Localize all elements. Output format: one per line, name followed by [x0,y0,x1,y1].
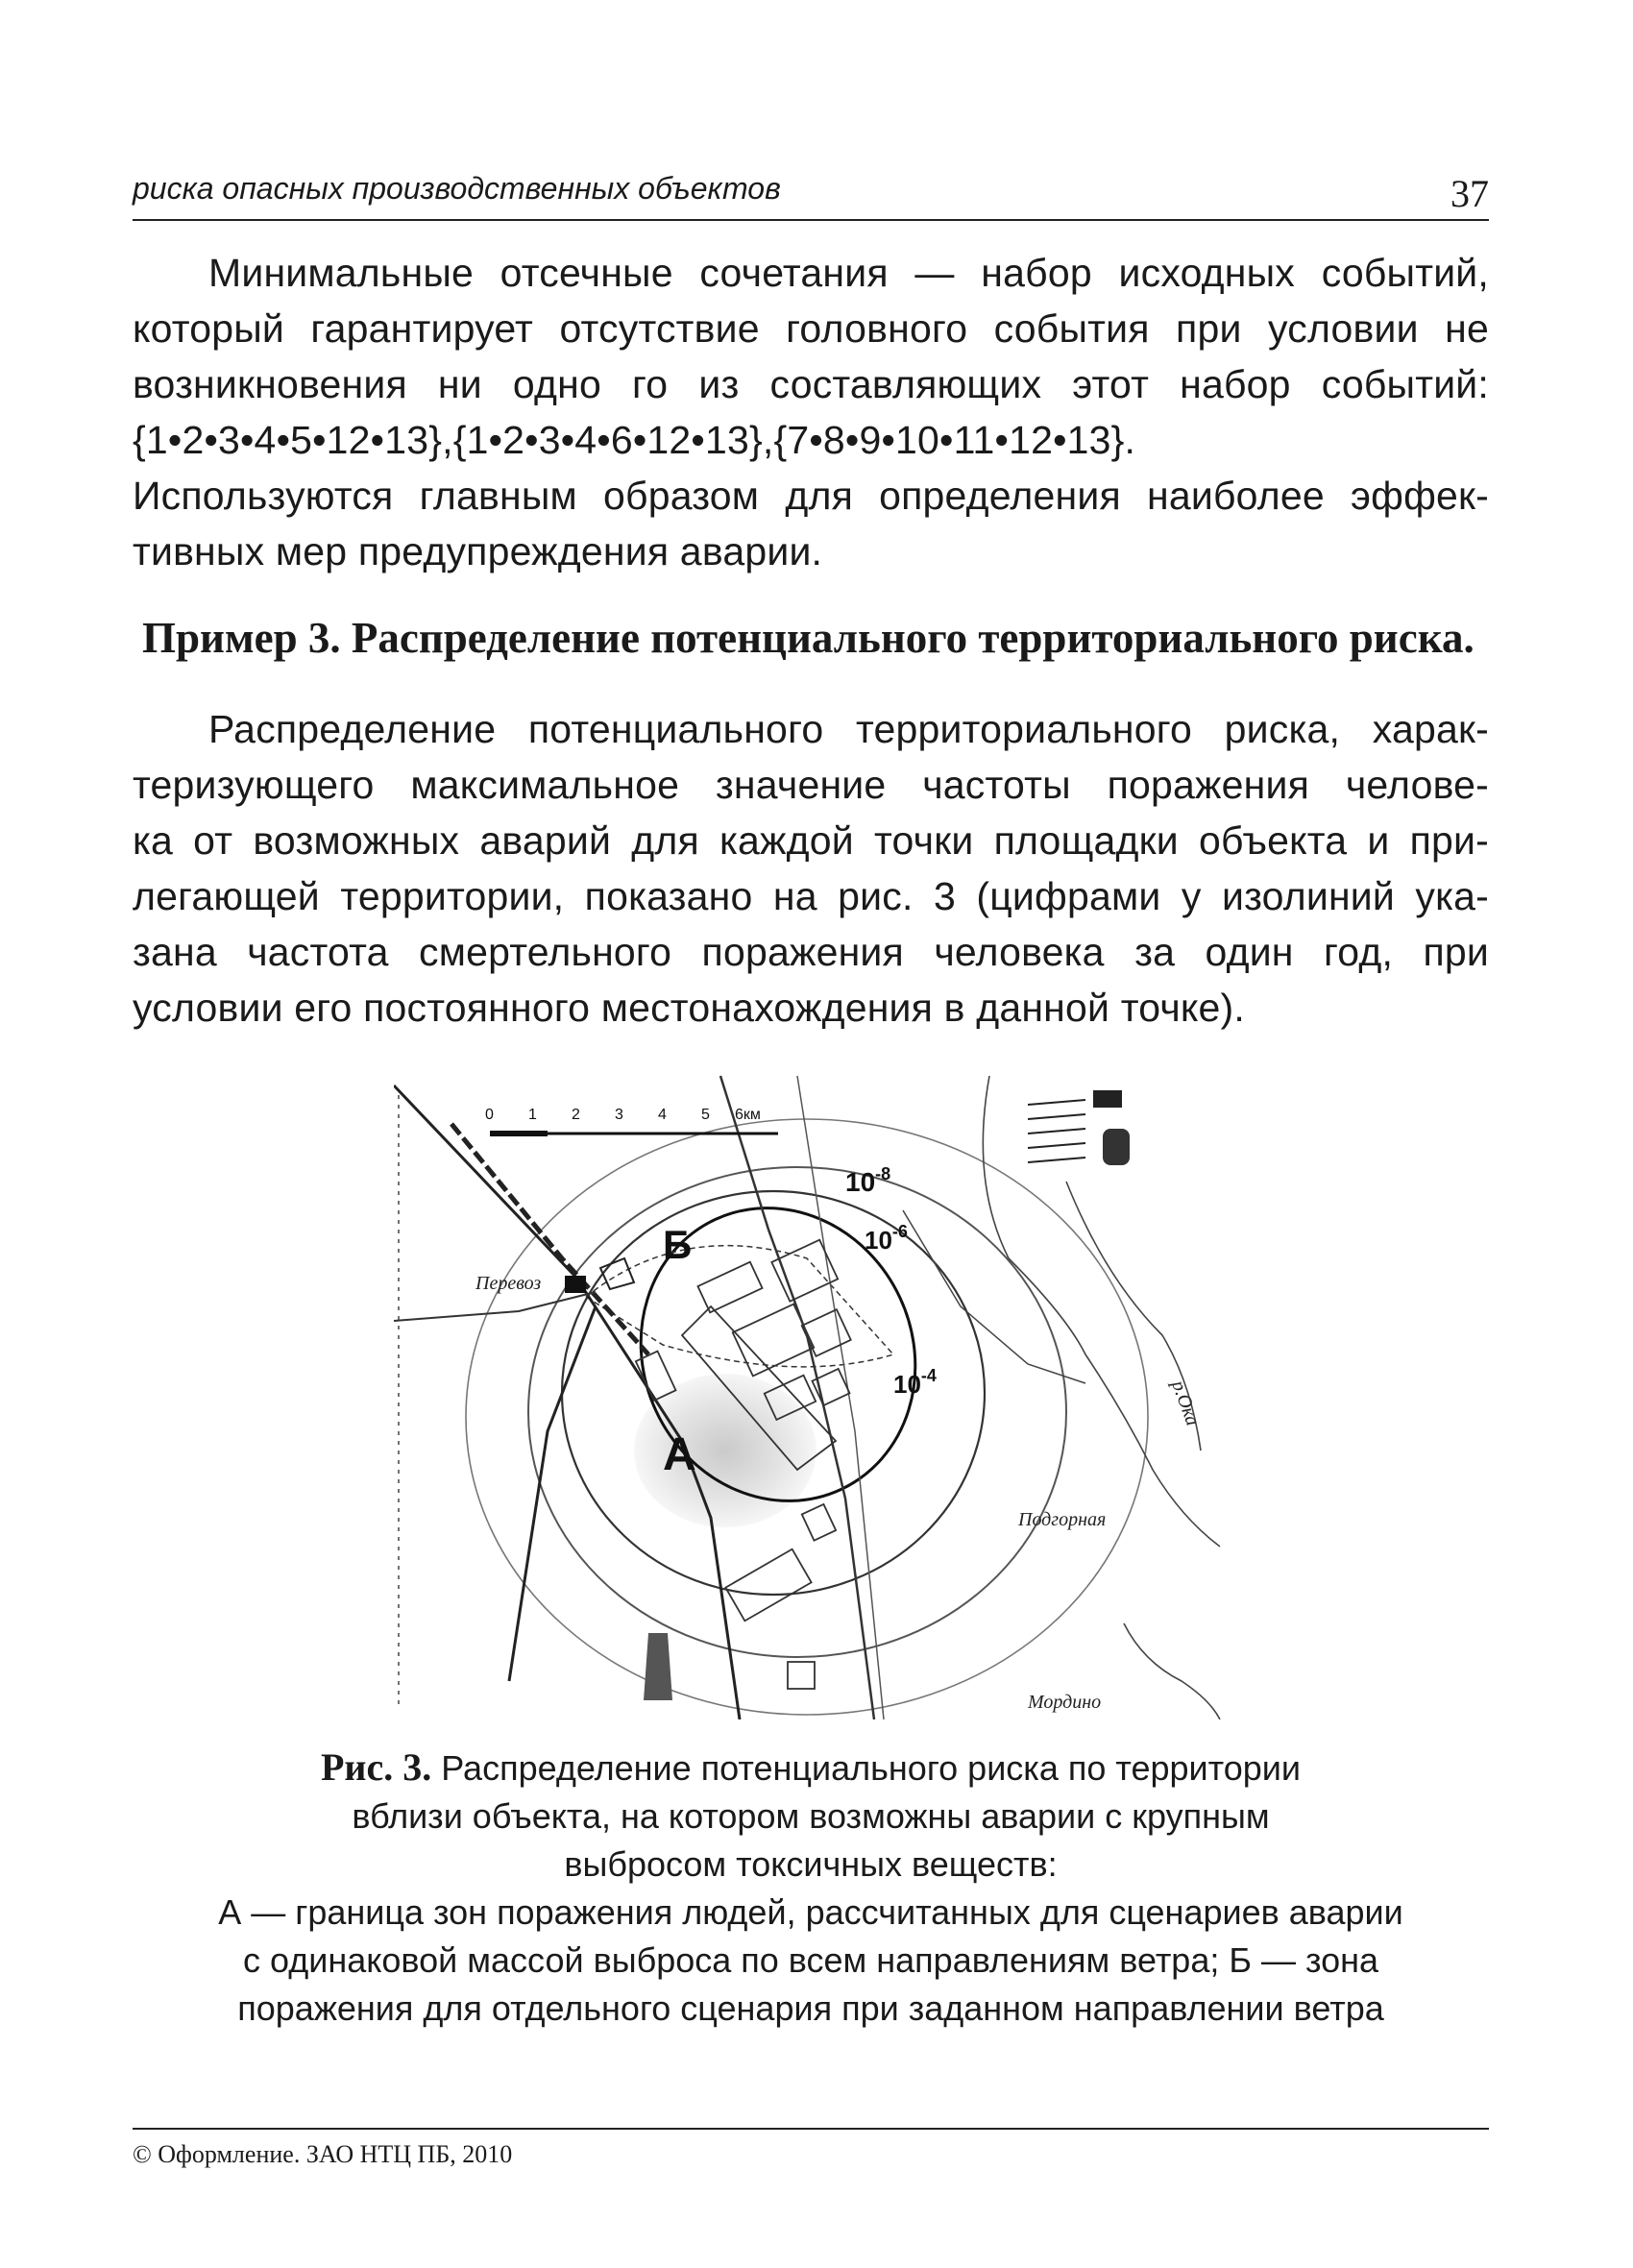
example-heading: Пример 3. Распределение потенциального территориального риска. [142,614,1475,662]
contour-label-middle: $10^{-6}$ [865,1222,908,1255]
paragraph-line: теризующего максимальное значение частоты поражения челове- [133,763,1489,807]
scale-tick-label: 2 [572,1107,580,1123]
paragraph-line: Минимальные отсечные сочетания — набор исходных событий, [208,251,1489,295]
figure-label: Рис. 3. [320,1745,432,1789]
paragraph-line: {1•2•3•4•5•12•13},{1•2•3•4•6•12•13},{7•8•9•10•11•12•13}. [133,418,1136,462]
risk-map-figure [394,1066,1239,1719]
paragraph-line: Распределение потенциального территориального риска, харак- [208,707,1489,751]
header-rule [133,219,1489,221]
running-title: риска опасных производственных объектов [133,171,781,206]
page-number: 37 [1450,172,1489,215]
scale-tick-label: 5 [701,1107,710,1123]
caption-line [133,1744,1489,1792]
village-perevoz-marker [565,1276,586,1293]
paragraph-line: тивных мер предупреждения аварии. [133,529,823,573]
contour-label-outer: $10^{-8}$ [845,1164,891,1197]
corner-symbol-1 [1093,1090,1122,1108]
paragraph-risk-distribution [133,701,1489,1036]
paragraph-line: ка от возможных аварий для каждой точки площадки объекта и при- [133,818,1489,863]
paragraph-line: условии его постоянного местонахождения в данной точке). [133,986,1245,1030]
caption-line: вблизи объекта, на котором возможны аварии с крупным [352,1796,1270,1836]
caption-text: Распределение потенциального риска по территории [441,1748,1301,1788]
zone-label-b: Б [663,1222,693,1267]
scale-tick-label: 3 [615,1107,623,1123]
dark-structure [644,1633,672,1700]
caption-line: поражения для отдельного сценария при заданном направлении ветра [237,1988,1384,2028]
paragraph-line: Используются главным образом для определения наиболее эффек- [133,474,1489,518]
caption-line: с одинаковой массой выброса по всем направлениям ветра; Б — зона [242,1940,1379,1980]
scale-tick-label: 4 [658,1107,667,1123]
scale-tick-label: 0 [485,1107,494,1123]
scale-tick-label: 6км [735,1107,761,1123]
footer-rule [133,2128,1489,2130]
figure-caption [133,1744,1489,2033]
place-name-river: р.Ока [1167,1378,1204,1429]
paragraph-min-cut-sets [133,245,1489,579]
paragraph-line: возникновения ни одно го из составляющих этот набор событий: [133,362,1489,406]
contour-label-inner: $10^{-4}$ [893,1366,937,1399]
place-name-perevoz: Перевоз [475,1273,542,1294]
caption-line: А — граница зон поражения людей, рассчитанных для сценариев аварии [218,1892,1403,1932]
scale-tick-label: 1 [528,1107,537,1123]
paragraph-line: легающей территории, показано на рис. 3 (цифрами у изолиний ука- [133,874,1489,918]
caption-line: выбросом токсичных веществ: [564,1844,1058,1884]
paragraph-line: который гарантирует отсутствие головного события при условии не [133,306,1489,351]
zone-label-a: А [663,1429,696,1480]
paragraph-line: зана частота смертельного поражения человека за один год, при [133,930,1489,974]
place-name-mordino: Мордино [1028,1692,1102,1713]
corner-symbol-2 [1103,1129,1130,1165]
footer-copyright: © Оформление. ЗАО НТЦ ПБ, 2010 [133,2140,513,2168]
place-name-podgornaya: Подгорная [1018,1509,1107,1530]
